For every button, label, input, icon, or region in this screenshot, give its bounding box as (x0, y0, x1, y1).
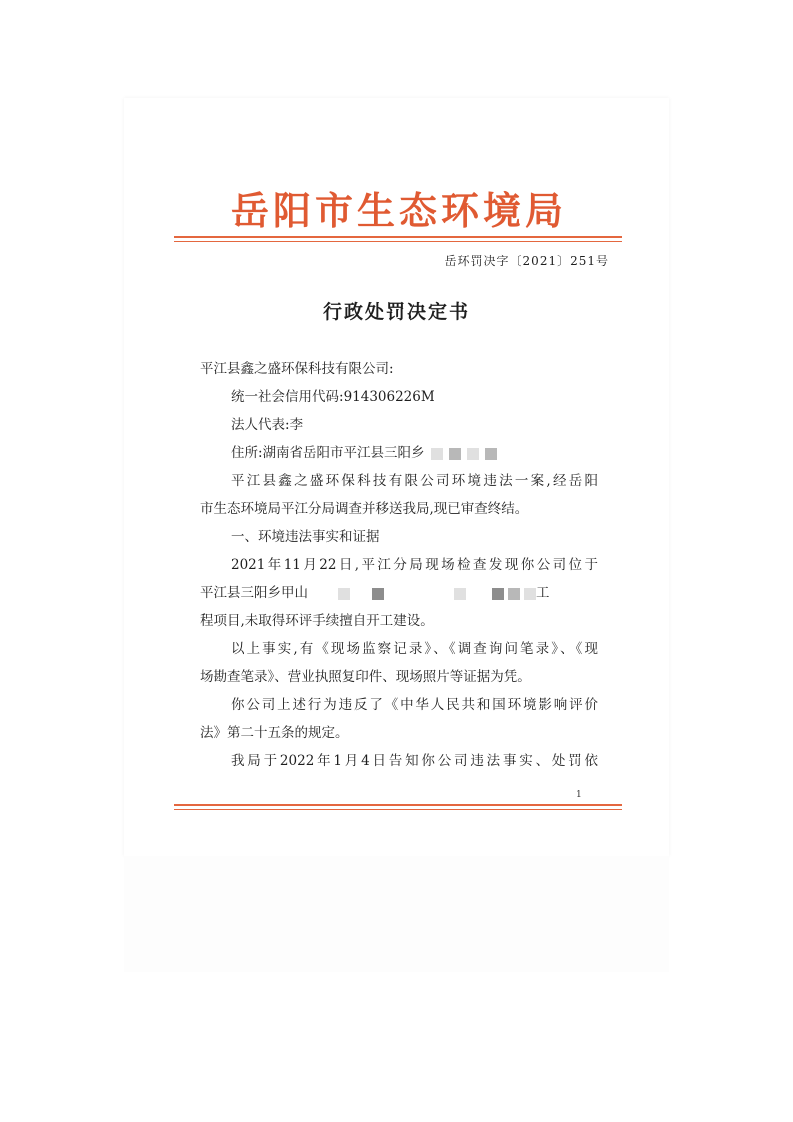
addressee: 平江县鑫之盛环保科技有限公司: (200, 361, 394, 377)
scan-margin (124, 856, 669, 972)
legal-rep-value: 李 (289, 417, 304, 433)
address-label: 住所: (231, 445, 263, 461)
header-rule-thick (174, 236, 622, 238)
footer-rule-thick (174, 804, 622, 806)
address-line (200, 439, 598, 467)
paragraph-line: 场勘查笔录》、营业执照复印件、现场照片等证据为凭。 (200, 669, 531, 685)
section-heading: 一、环境违法事实和证据 (231, 529, 380, 545)
header-rule-thin (174, 241, 622, 242)
paragraph-line: 平江县鑫之盛环保科技有限公司环境违法一案,经岳阳 (231, 473, 598, 489)
paragraph-line: 我局于2022年1月4日告知你公司违法事实、处罚依 (231, 753, 598, 769)
paragraph-line: 2021年11月22日,平江分局现场检查发现你公司位于 (231, 557, 598, 573)
redaction-mark (431, 448, 443, 460)
paragraph-line: 以上事实,有《现场监察记录》、《调查询问笔录》、《现 (231, 641, 598, 657)
credit-code-value: 914306226M (343, 389, 435, 405)
redaction-mark (454, 588, 466, 600)
redaction-mark (338, 588, 350, 600)
legal-rep-line (200, 411, 598, 439)
redaction-mark (492, 588, 504, 600)
footer-rule-thin (174, 809, 622, 810)
redaction-mark (372, 588, 384, 600)
paragraph-line: 法》第二十五条的规定。 (200, 725, 349, 741)
paragraph-line (200, 579, 598, 607)
address-value: 湖南省岳阳市平江县三阳乡 (262, 445, 425, 461)
location-text: 平江县三阳乡甲山 (200, 585, 308, 601)
redaction-mark (508, 588, 520, 600)
document-title: 行政处罚决定书 (322, 301, 470, 323)
redaction-mark (449, 448, 461, 460)
location-text-end: 工 (536, 585, 550, 601)
credit-code-label: 统一社会信用代码: (231, 389, 344, 405)
document-body (200, 355, 598, 775)
legal-rep-label: 法人代表: (231, 417, 290, 433)
paragraph-line: 市生态环境局平江分局调查并移送我局,现已审查终结。 (200, 501, 529, 517)
paragraph-line: 程项目,未取得环评手续擅自开工建设。 (200, 613, 434, 629)
page-number: 1 (576, 790, 582, 800)
document-number: 岳环罚决字〔2021〕251号 (444, 254, 609, 268)
redaction-mark (524, 588, 536, 600)
credit-code-line (200, 383, 598, 411)
redaction-mark (467, 448, 479, 460)
document-page (124, 98, 669, 856)
issuing-authority: 岳阳市生态环境局 (230, 189, 567, 233)
paragraph-line: 你公司上述行为违反了《中华人民共和国环境影响评价 (231, 697, 598, 713)
redaction-mark (485, 448, 497, 460)
